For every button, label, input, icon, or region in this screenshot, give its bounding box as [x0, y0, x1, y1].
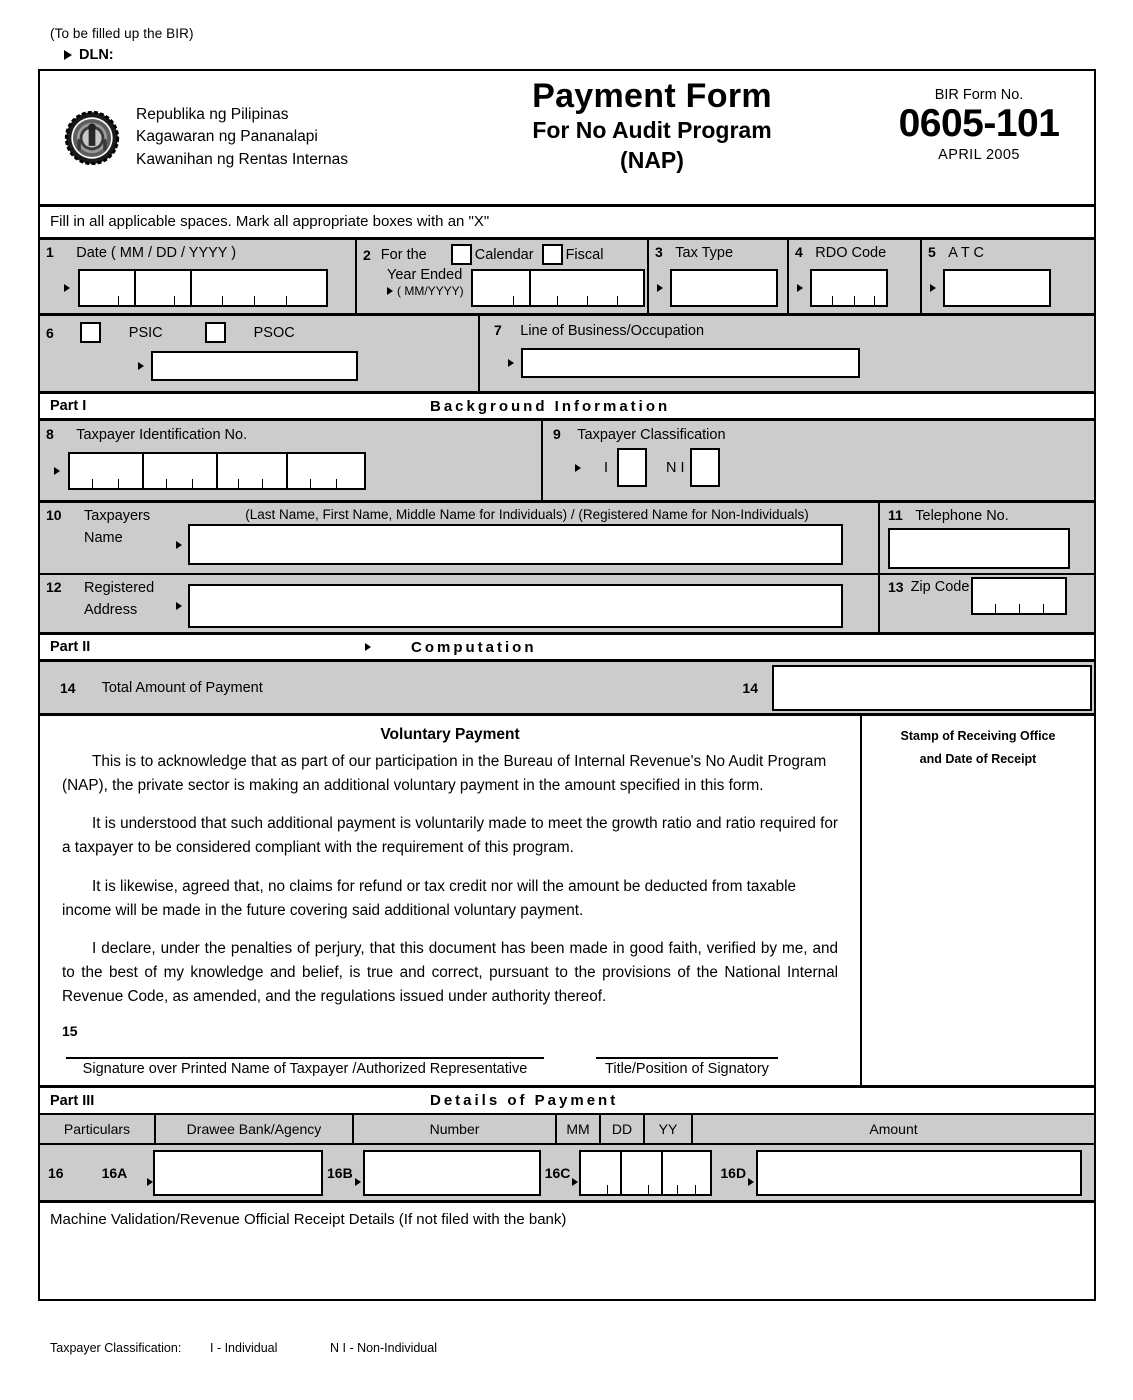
- part-3-table-row: [40, 1145, 1094, 1203]
- form-frame: [38, 69, 1096, 1301]
- field-10-label-line1: Taxpayers: [84, 508, 151, 524]
- checkbox-calendar-label: Calendar: [474, 246, 534, 263]
- arrow-marker-icon: [797, 284, 803, 292]
- column-header-drawee-bank: Drawee Bank/Agency: [156, 1115, 354, 1143]
- arrow-marker-icon: [64, 50, 72, 60]
- field-2-year-ended-input[interactable]: [471, 269, 645, 307]
- field-16d-amount-input[interactable]: [756, 1150, 1082, 1196]
- part-3-header: [40, 1088, 1094, 1115]
- checkbox-fiscal[interactable]: [542, 244, 563, 265]
- field-1-number: 1: [46, 244, 54, 260]
- dln-label: DLN:: [79, 47, 114, 63]
- column-header-particulars: Particulars: [40, 1115, 156, 1143]
- field-12-label-line2: Address: [84, 602, 138, 618]
- row-fields-1-5: [40, 240, 1094, 316]
- field-7-number: 7: [494, 322, 502, 338]
- field-11-telephone: [880, 503, 1094, 573]
- form-title-sub: For No Audit Program: [532, 117, 772, 144]
- field-13-number: 13: [888, 579, 904, 595]
- form-header: [40, 71, 1094, 207]
- field-9-taxpayer-classification: [543, 421, 1094, 500]
- agency-names: [136, 104, 348, 171]
- field-10-name-input[interactable]: [188, 524, 843, 565]
- field-12-registered-address: [40, 575, 880, 632]
- arrow-marker-icon: [176, 602, 182, 610]
- field-11-telephone-input[interactable]: [888, 528, 1070, 569]
- signature-title-caption: Title/Position of Signatory: [605, 1061, 769, 1078]
- field-3-number: 3: [655, 244, 663, 260]
- tag-16b: 16B: [327, 1164, 353, 1181]
- field-14-amount-input[interactable]: [772, 665, 1092, 711]
- field-10-taxpayers-name: [40, 503, 880, 573]
- stamp-of-receiving-office[interactable]: [862, 716, 1094, 1085]
- checkbox-non-individual[interactable]: [690, 448, 720, 487]
- part-1-header: [40, 394, 1094, 421]
- field-5-label: A T C: [948, 245, 984, 261]
- column-header-yy: YY: [645, 1115, 693, 1143]
- field-7-input[interactable]: [521, 348, 860, 378]
- field-14-number: 14: [60, 679, 76, 696]
- footer-label: Taxpayer Classification:: [50, 1341, 182, 1355]
- field-6-psic-psoc: [40, 316, 480, 391]
- field-8-number: 8: [46, 426, 54, 442]
- declaration-paragraph-3: It is likewise, agreed that, no claims for refund or tax credit nor will the amount be deducted from taxable income will be made in the future covering said additional voluntary payment.: [62, 877, 797, 919]
- declaration-paragraph-2: It is understood that such additional payment is voluntarily made to meet the growth ratio and ratio required for a taxpayer to be considered compliant with the requirement of this program.: [62, 815, 838, 857]
- stamp-line-2: and Date of Receipt: [919, 752, 1037, 767]
- machine-validation-label: Machine Validation/Revenue Official Receipt Details (If not filed with the bank): [50, 1211, 567, 1229]
- footer-individual: I - Individual: [210, 1341, 278, 1355]
- form-number-block: [864, 71, 1094, 204]
- part-2-name: Part II: [50, 639, 91, 655]
- field-3-tax-type-input[interactable]: [670, 269, 778, 307]
- field-2-year-ended-label: Year Ended: [387, 267, 463, 283]
- bir-form-no-value: 0605-101: [898, 102, 1060, 145]
- field-11-label: Telephone No.: [915, 508, 1009, 524]
- field-4-rdo-code: [789, 240, 922, 313]
- field-3-tax-type: [649, 240, 789, 313]
- dln-note: (To be filled up the BIR): [50, 26, 194, 41]
- signature-row: [62, 1057, 838, 1081]
- field-16b-number-input[interactable]: [363, 1150, 541, 1196]
- column-header-amount: Amount: [869, 1121, 918, 1138]
- part-3-table-header: [40, 1115, 1094, 1145]
- arrow-marker-icon: [508, 359, 514, 367]
- footer-non-individual: N I - Non-Individual: [330, 1341, 437, 1355]
- declaration-heading: Voluntary Payment: [380, 726, 520, 743]
- agency-line-2: Kagawaran ng Pananalapi: [136, 128, 318, 146]
- form-title-main: Payment Form: [532, 77, 772, 115]
- machine-validation-box[interactable]: [40, 1203, 1094, 1299]
- field-8-label: Taxpayer Identification No.: [76, 427, 248, 443]
- arrow-marker-icon: [138, 362, 144, 370]
- field-7-line-of-business: [480, 316, 1094, 391]
- column-header-number: Number: [354, 1115, 557, 1143]
- stamp-line-1: Stamp of Receiving Office: [900, 729, 1056, 743]
- instruction-line: Fill in all applicable spaces. Mark all appropriate boxes with an "X": [40, 207, 1094, 240]
- field-4-rdo-code-input[interactable]: [810, 269, 888, 307]
- tag-16d: 16D: [720, 1164, 747, 1181]
- bir-seal-icon: [64, 110, 120, 166]
- field-9-individual-label: I: [604, 459, 609, 476]
- checkbox-fiscal-label: Fiscal: [565, 246, 604, 263]
- field-2-label: For the: [380, 246, 427, 263]
- field-12-address-input[interactable]: [188, 584, 843, 628]
- form-title-acronym: (NAP): [620, 146, 684, 173]
- field-10-number: 10: [46, 507, 62, 523]
- field-1-date-input[interactable]: [78, 269, 328, 307]
- checkbox-individual[interactable]: [617, 448, 647, 487]
- field-10-label-line2: Name: [84, 530, 123, 546]
- agency-block: [40, 71, 440, 204]
- signature-taxpayer-line[interactable]: [66, 1057, 544, 1077]
- field-12-number: 12: [46, 579, 62, 595]
- field-1-label: Date ( MM / DD / YYYY ): [76, 245, 237, 261]
- arrow-marker-icon: [930, 284, 936, 292]
- arrow-marker-icon: [657, 284, 663, 292]
- field-13-zip-input[interactable]: [971, 577, 1067, 615]
- part-3-name: Part III: [50, 1092, 95, 1109]
- bir-form-no-label: BIR Form No.: [934, 87, 1024, 103]
- field-1-date: [40, 240, 357, 313]
- arrow-marker-icon: [365, 643, 371, 651]
- column-header-dd: DD: [601, 1115, 645, 1143]
- checkbox-psic[interactable]: [80, 322, 101, 343]
- field-4-label: RDO Code: [815, 245, 887, 261]
- part-2-header: [40, 635, 1094, 662]
- field-15-signature-block: [62, 1023, 838, 1081]
- declaration-paragraph-1: This is to acknowledge that as part of our participation in the Bureau of Internal Revenue's No Audit Program (NAP), the private sector is making an additional voluntary payment in the amount specified in this form.: [62, 753, 827, 795]
- row-field-14: [40, 662, 1094, 716]
- part-2-title: Computation: [411, 638, 537, 656]
- bir-form-revision-date: APRIL 2005: [938, 146, 1020, 163]
- dln-block: [50, 26, 194, 63]
- row-fields-8-9: [40, 421, 1094, 503]
- row-fields-6-7: [40, 316, 1094, 394]
- field-4-number: 4: [795, 244, 803, 260]
- field-13-label: Zip Code: [910, 579, 970, 595]
- field-3-label: Tax Type: [675, 245, 734, 261]
- arrow-marker-icon: [748, 1178, 754, 1186]
- arrow-marker-icon: [355, 1178, 361, 1186]
- tag-16c: 16C: [544, 1164, 571, 1181]
- column-header-mm: MM: [557, 1115, 601, 1143]
- field-11-number: 11: [888, 507, 903, 523]
- field-5-number: 5: [928, 244, 936, 260]
- field-6-number: 6: [46, 324, 54, 341]
- checkbox-psoc[interactable]: [205, 322, 226, 343]
- field-6-code-input[interactable]: [151, 351, 358, 381]
- field-12-label-line1: Registered: [84, 580, 155, 596]
- field-5-atc-input[interactable]: [943, 269, 1051, 307]
- field-16a-drawee-bank-input[interactable]: [153, 1150, 323, 1196]
- field-9-non-individual-label: N I: [666, 459, 685, 476]
- agency-line-1: Republika ng Pilipinas: [136, 105, 289, 123]
- signature-taxpayer-caption: Signature over Printed Name of Taxpayer /Authorized Representative: [82, 1061, 528, 1078]
- field-15-number: 15: [62, 1023, 78, 1040]
- form-title-block: [440, 71, 864, 204]
- part-1-name: Part I: [50, 398, 87, 414]
- checkbox-psic-label: PSIC: [128, 324, 163, 341]
- arrow-marker-icon: [54, 467, 60, 475]
- field-13-zip-code: [880, 575, 1094, 632]
- field-2-year-ended: [357, 240, 649, 313]
- agency-line-3: Kawanihan ng Rentas Internas: [136, 150, 348, 168]
- field-10-caption: (Last Name, First Name, Middle Name for Individuals) / (Registered Name for Non-Individuals): [245, 507, 809, 522]
- part-3-title: Details of Payment: [430, 1092, 619, 1110]
- footer-legend: [50, 1341, 437, 1355]
- arrow-marker-icon: [387, 287, 393, 295]
- row-16-number: 16: [48, 1164, 64, 1181]
- tag-16a: 16A: [101, 1164, 128, 1181]
- declaration-section: [40, 716, 1094, 1088]
- signature-title-line[interactable]: [596, 1057, 778, 1077]
- arrow-marker-icon: [575, 464, 581, 472]
- checkbox-calendar[interactable]: [451, 244, 472, 265]
- declaration-text-block: [40, 716, 862, 1085]
- row-fields-10-11: [40, 503, 1094, 575]
- part-1-title: Background Information: [430, 397, 671, 415]
- arrow-marker-icon: [572, 1178, 578, 1186]
- field-9-number: 9: [553, 426, 561, 442]
- field-2-number: 2: [363, 246, 371, 263]
- field-5-atc: [922, 240, 1094, 313]
- row-fields-12-13: [40, 575, 1094, 635]
- field-16c-date-input[interactable]: [579, 1150, 712, 1196]
- checkbox-psoc-label: PSOC: [253, 324, 295, 341]
- declaration-paragraph-4: I declare, under the penalties of perjury, that this document has been made in good faith, verified by me, and to the best of my knowledge and belief, is true and correct, pursuant to the provisions of the National Internal Revenue Code, as amended, and the regulations issued under authority thereof.: [62, 939, 838, 1006]
- arrow-marker-icon: [64, 284, 70, 292]
- dln-row: [64, 47, 194, 63]
- field-8-tin-input[interactable]: [68, 452, 366, 490]
- field-14-number-right: 14: [742, 679, 758, 696]
- field-14-label: Total Amount of Payment: [101, 679, 263, 696]
- field-9-label: Taxpayer Classification: [577, 427, 726, 443]
- field-2-format-hint: ( MM/YYYY): [397, 284, 464, 298]
- field-8-tin: [40, 421, 543, 500]
- arrow-marker-icon: [176, 541, 182, 549]
- field-7-label: Line of Business/Occupation: [520, 323, 705, 339]
